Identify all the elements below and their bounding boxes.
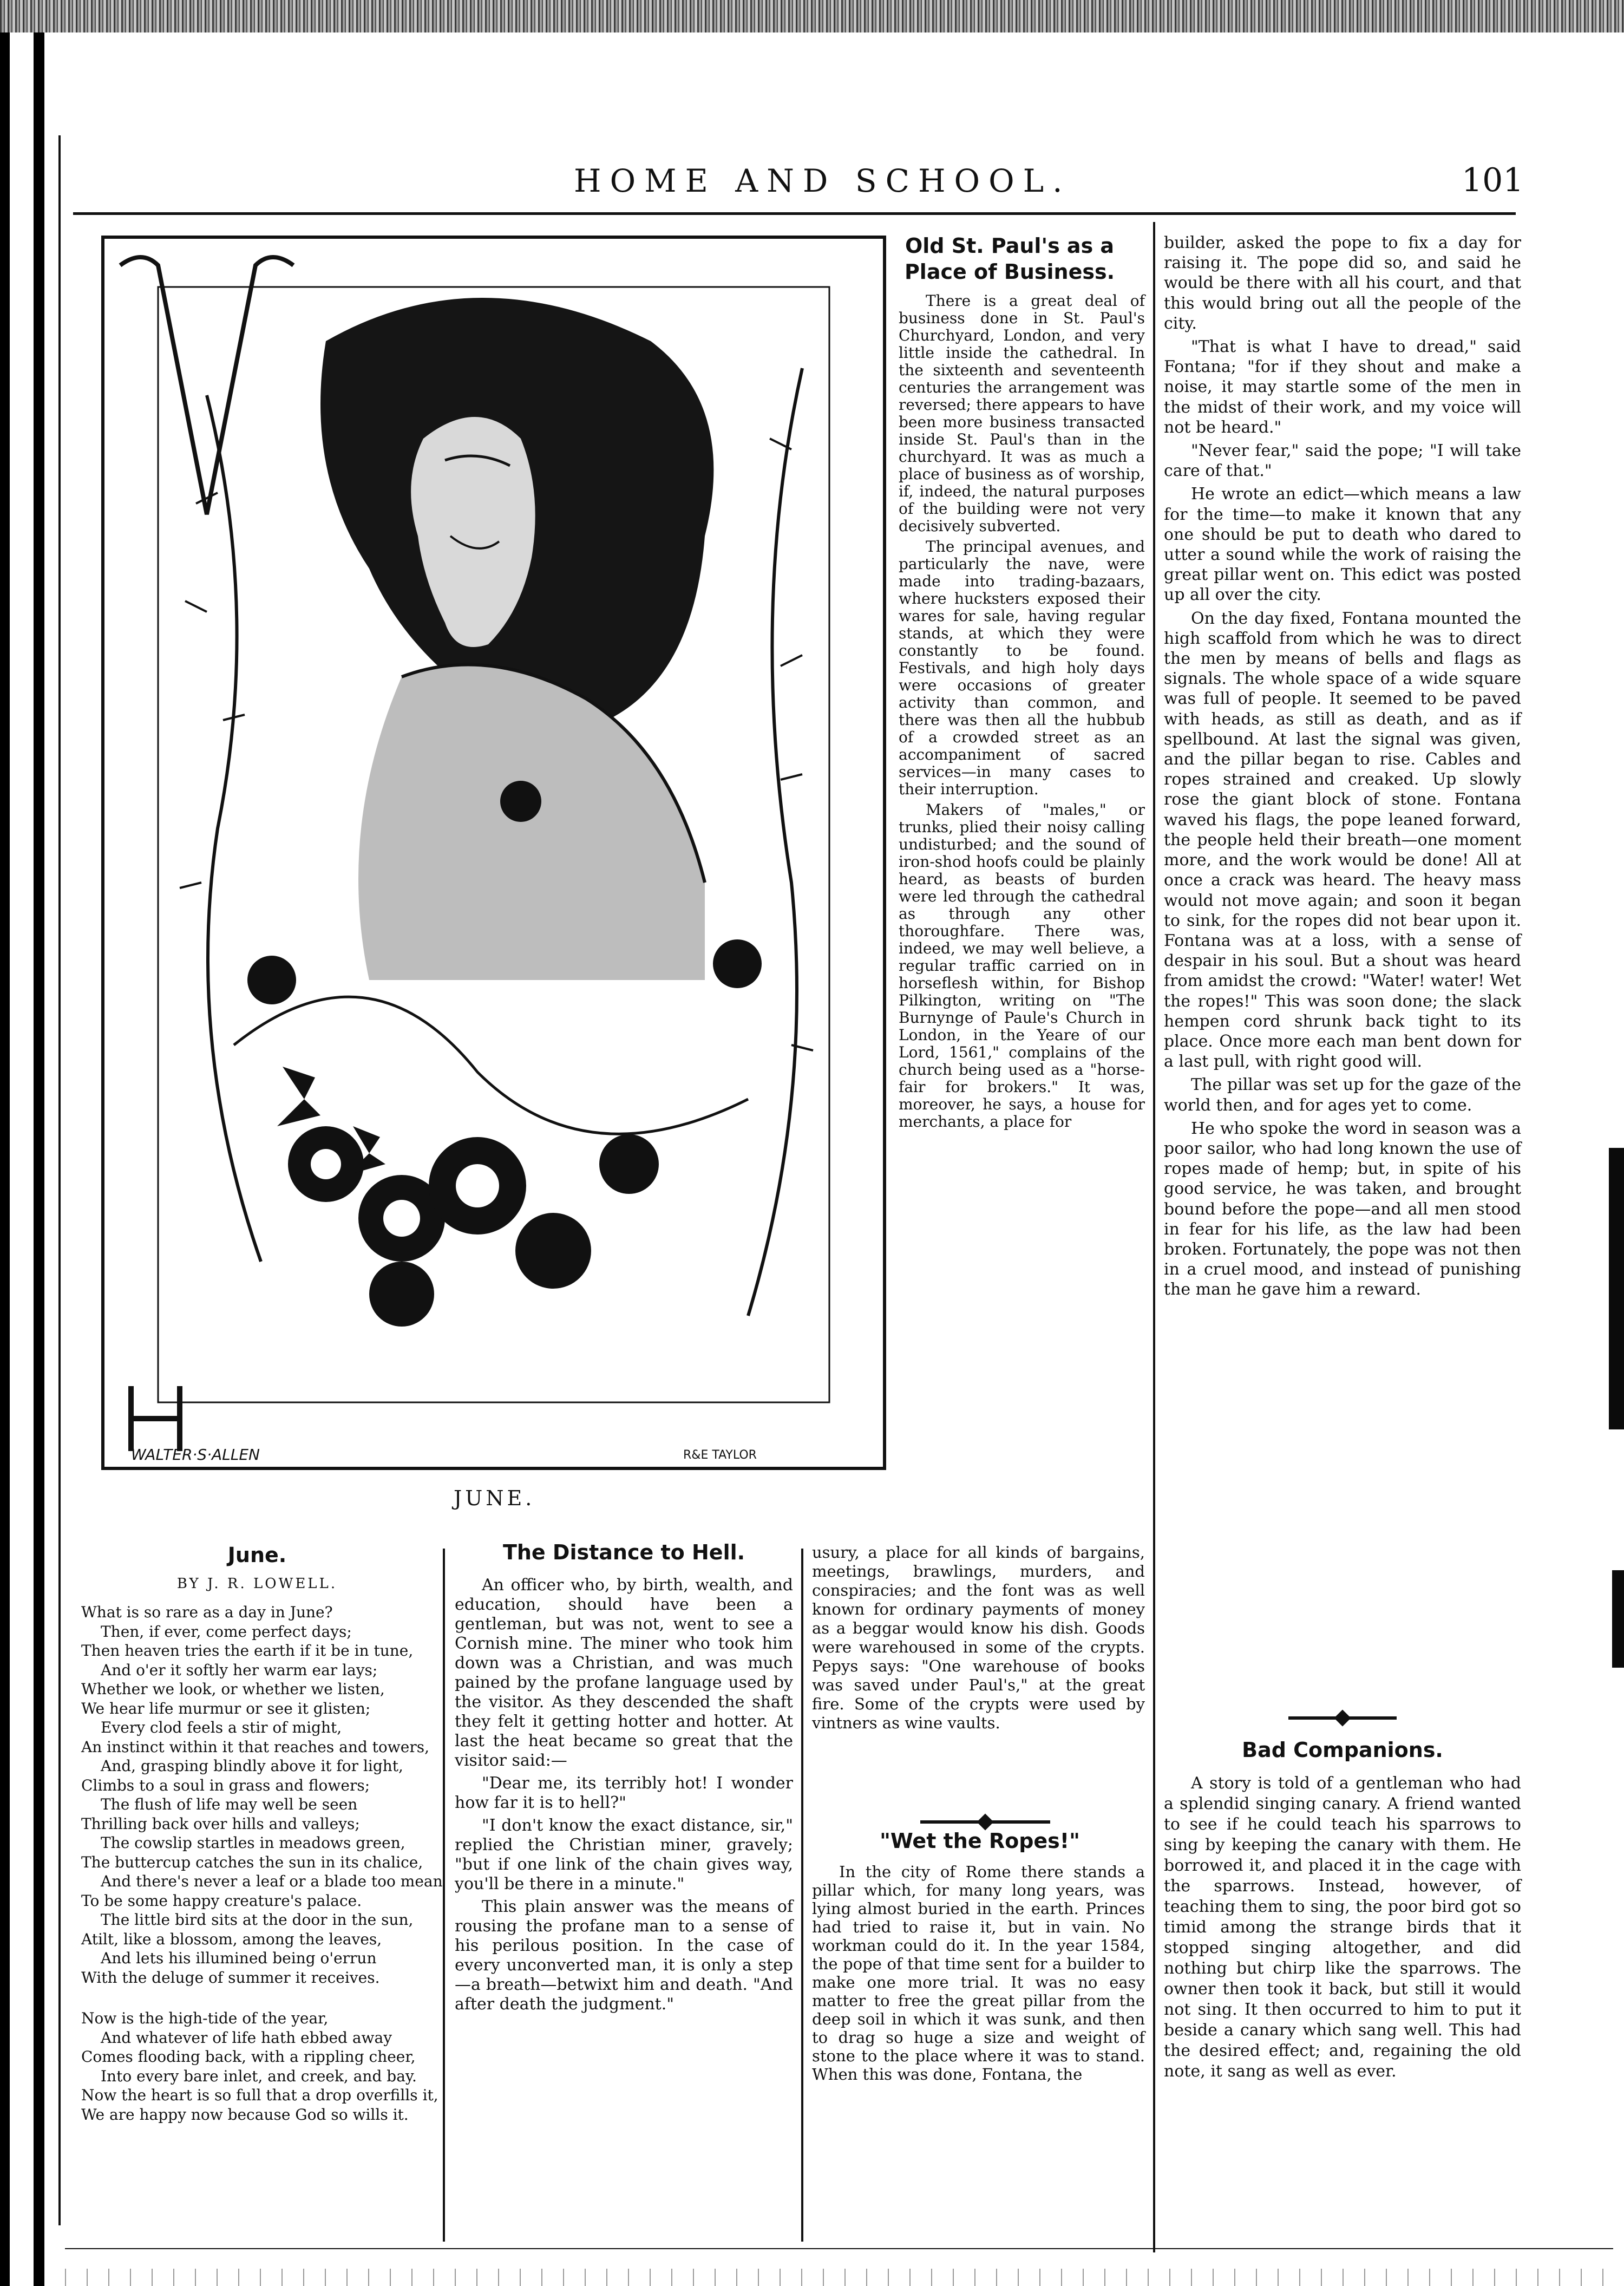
engraving-woman-flowers [99,233,889,1473]
poem-line: We hear life murmur or see it glisten; [81,1699,371,1717]
paragraph: "Never fear," said the pope; "I will take care of that." [1164,441,1521,481]
poem-line: Atilt, like a blossom, among the leaves, [81,1930,382,1948]
article-continuation-wet-the-ropes [1164,233,1521,1303]
paragraph: He wrote an edict—which means a law for the time—to make it known that any one should be put to death who dared to utter a sound while the work of raising the great pillar went on. This edict was posted up all over the city. [1164,485,1521,605]
illustration-caption: JUNE. [454,1486,535,1510]
header-rule [73,212,1516,215]
paragraph: An officer who, by birth, wealth, and education, should have been a gentleman, but was not, went to see a Cornish mine. The miner who took him down was a Christian, and was much pained by the profane language used by the visitor. As they descended the shaft they felt it getting hotter and hotter. At last the heat became so great that the visitor said:— [455,1576,793,1770]
article-body-bad-companions [1164,1773,1521,2085]
poem-line: An instinct within it that reaches and towers, [81,1738,429,1756]
poem-line: And whatever of life hath ebbed away [101,2028,392,2047]
article-body-old-st-pauls [899,292,1145,1134]
paragraph: There is a great deal of business done in St. Paul's Churchyard, London, and very little inside the cathedral. In the sixteenth and seventeenth centuries the arrangement was reversed; there appears to have been more business transacted inside St. Paul's than in the churchyard. It was as much a place of business as of worship, if, indeed, the natural purposes of the building were not very decisively subverted. [899,292,1145,535]
poem-line: Every clod feels a stir of might, [101,1719,342,1736]
paragraph: This plain answer was the means of rousing the profane man to a sense of his perilous position. In the case of every unconverted man, it is only a step—a breath—betwixt him and death. "And after death the judgment." [455,1897,793,2014]
paragraph: Makers of "males," or trunks, plied their noisy calling undisturbed; and the sound of iron-shod hoofs could be plainly heard, as beasts of burden were led through the cathedral as through any other thoroughfare. There was, indeed, we may well believe, a regular traffic carried on in horseflesh within, for Bishop Pilkington, writing on "The Burnynge of Paule's Church in London, in the Yeare of our Lord, 1561," complains of the church being used as a "horse-fair for brokers." It was, moreover, he says, a house for merchants, a place for [899,801,1145,1131]
poem-line: The buttercup catches the sun in its chalice, [81,1853,423,1871]
poem-line: Then heaven tries the earth if it be in tune, [81,1642,414,1660]
paragraph: usury, a place for all kinds of bargains, meetings, brawlings, murders, and conspiracies; and the font was as well known for ordinary payments of money as a beggar would know his dish. Goods were warehoused in some of the crypts. Pepys says: "One warehouse of books was saved under Paul's," at the great fire. Some of the crypts were used by vintners as wine vaults. [812,1543,1145,1732]
scan-edge-bottom [60,2269,1619,2286]
poem-line: Thrilling back over hills and valleys; [81,1814,360,1833]
column-rule-2 [801,1549,803,2242]
scan-mark-right-lower [1612,1570,1624,1668]
paragraph: A story is told of a gentleman who had a splendid singing canary. A friend wanted to see if he could teach his sparrows to sing by keeping the canary with them. He borrowed it, and placed it in the cage with the sparrows. Instead, however, of teaching them to sing, the poor bird got so timid among the strange birds that it stopped singing altogether, and did nothing but chirp like the sparrows. The owner then took it back, but still it would not sing. It then occurred to him to put it beside a canary which sang well. This had the desired effect; and, regaining the old note, it sang as well as ever. [1164,1774,1521,2081]
poem-line: To be some happy creature's palace. [81,1891,362,1910]
section-ornament [920,1820,1050,1824]
poem-line: Into every bare inlet, and creek, and bay. [101,2067,417,2085]
paragraph: builder, asked the pope to fix a day for raising it. The pope did so, and said he would be there with all his court, and that this would bring out all the people of the city. [1164,233,1521,333]
paragraph: He who spoke the word in season was a poor sailor, who had long known the use of ropes made of hemp; but, in spite of his good service, he was taken, and brought bound before the pope—and all men stood in fear for his life, as the law had been broken. Fortunately, the pope was not then in a cruel mood, and instead of punishing the man he gave him a reward. [1164,1119,1521,1299]
june-illustration [99,233,889,1473]
paragraph: "Dear me, its terribly hot! I wonder how far it is to hell?" [455,1774,793,1812]
page-border-left [58,135,61,2225]
paragraph: "That is what I have to dread," said Fontana; "for if they shout and make a noise, it may startle some of the men in the midst of their work, and my voice will not be heard." [1164,337,1521,437]
column-rule-1 [443,1549,445,2242]
paragraph: The principal avenues, and particularly the nave, were made into trading-bazaars, where hucksters exposed their wares for sale, having regular stands, at which they were constantly to be found. Festivals, and high holy days were occasions of greater activity than common, and there was then all the hubbub of a crowded street as an accompaniment of sacred services—in many cases to their interruption. [899,538,1145,798]
paragraph: On the day fixed, Fontana mounted the high scaffold from which he was to direct the men by means of bells and flags as signals. The whole space of a wide square was full of people. It seemed to be paved with heads, as still as death, and as if spellbound. At last the signal was given, and the pillar began to rise. Cables and ropes strained and creaked. Up slowly rose the giant block of stone. Fontana waved his flags, the pope leaned forward, the people held their breath—one moment more, and the work would be done! All at once a crack was heard. The heavy mass would not move again; and soon it began to sink, for the ropes did not bear upon it. Fontana was at a loss, with a sense of despair in his soul. But a shout was heard from amidst the crowd: "Water! water! Wet the ropes!" This was soon done; the slack hempen cord shrunk back tight to its place. Once more each man bent down for a last pull, with right good will. [1164,609,1521,1072]
poem-line: Now is the high-tide of the year, [81,2009,329,2027]
poem-line: We are happy now because God so wills it. [81,2105,409,2124]
paragraph: In the city of Rome there stands a pillar which, for many long years, was lying almost buried in the earth. Princes had tried to raise it, but in vain. No workman could do it. In the year 1584, the pope of that time sent for a builder to make one more trial. It was no easy matter to free the great pillar from the deep soil in which it was sunk, and then to drag so huge a size and weight of stone to the place where it was to stand. When this was done, Fontana, the [812,1863,1145,2083]
poem-byline: BY J. R. LOWELL. [176,1576,338,1592]
poem-line: Whether we look, or whether we listen, [81,1680,385,1698]
poem-line: And o'er it softly her warm ear lays; [101,1661,378,1679]
binding-edge [0,32,51,2286]
article-body-distance-to-hell [455,1576,793,2017]
poem-line: Then, if ever, come perfect days; [101,1622,352,1641]
running-head: HOME AND SCHOOL. [574,162,1071,199]
bottom-rule [65,2248,1613,2249]
stanza-break [81,1987,438,2009]
poem-line: Comes flooding back, with a rippling cheer, [81,2048,416,2066]
poem-line: Now the heart is so full that a drop overfills it, [81,2086,438,2104]
poem-line: And there's never a leaf or a blade too mean [101,1872,443,1890]
scan-edge-top [0,0,1624,32]
poem-body-june [81,1603,443,2124]
article-body-wet-the-ropes [812,1863,1145,2087]
artist-signature: WALTER·S·ALLEN [131,1446,260,1464]
poem-line: And, grasping blindly above it for light, [101,1757,403,1775]
article-title-wet-the-ropes: "Wet the Ropes!" [880,1829,1080,1853]
scan-mark-right [1609,1148,1624,1429]
poem-line: Climbs to a soul in grass and flowers; [81,1776,370,1794]
column-rule-3 [1153,222,1155,2252]
article-title-old-st-pauls: Old St. Paul's as a Place of Business. [904,234,1115,284]
poem-line: The flush of life may well be seen [101,1795,358,1813]
poem-line: And lets his illumined being o'errun [101,1949,377,1967]
article-title-bad-companions: Bad Companions. [1242,1738,1443,1762]
engraver-signature: R&E TAYLOR [683,1448,757,1462]
poem-title-june: June. [227,1543,287,1567]
poem-line: What is so rare as a day in June? [81,1603,333,1621]
poem-line: The cowslip startles in meadows green, [101,1834,405,1852]
article-title-distance-to-hell: The Distance to Hell. [502,1540,745,1564]
poem-line: With the deluge of summer it receives. [81,1968,380,1987]
paragraph: "I don't know the exact distance, sir," replied the Christian miner, gravely; "but if one link of the chain gives way, you'll be there in a minute." [455,1816,793,1893]
section-ornament [1288,1716,1397,1720]
page-number: 101 [1462,161,1524,199]
poem-line: The little bird sits at the door in the sun, [101,1911,414,1929]
paragraph: The pillar was set up for the gaze of the world then, and for ages yet to come. [1164,1075,1521,1115]
article-continuation-old-st-pauls [812,1543,1145,1736]
